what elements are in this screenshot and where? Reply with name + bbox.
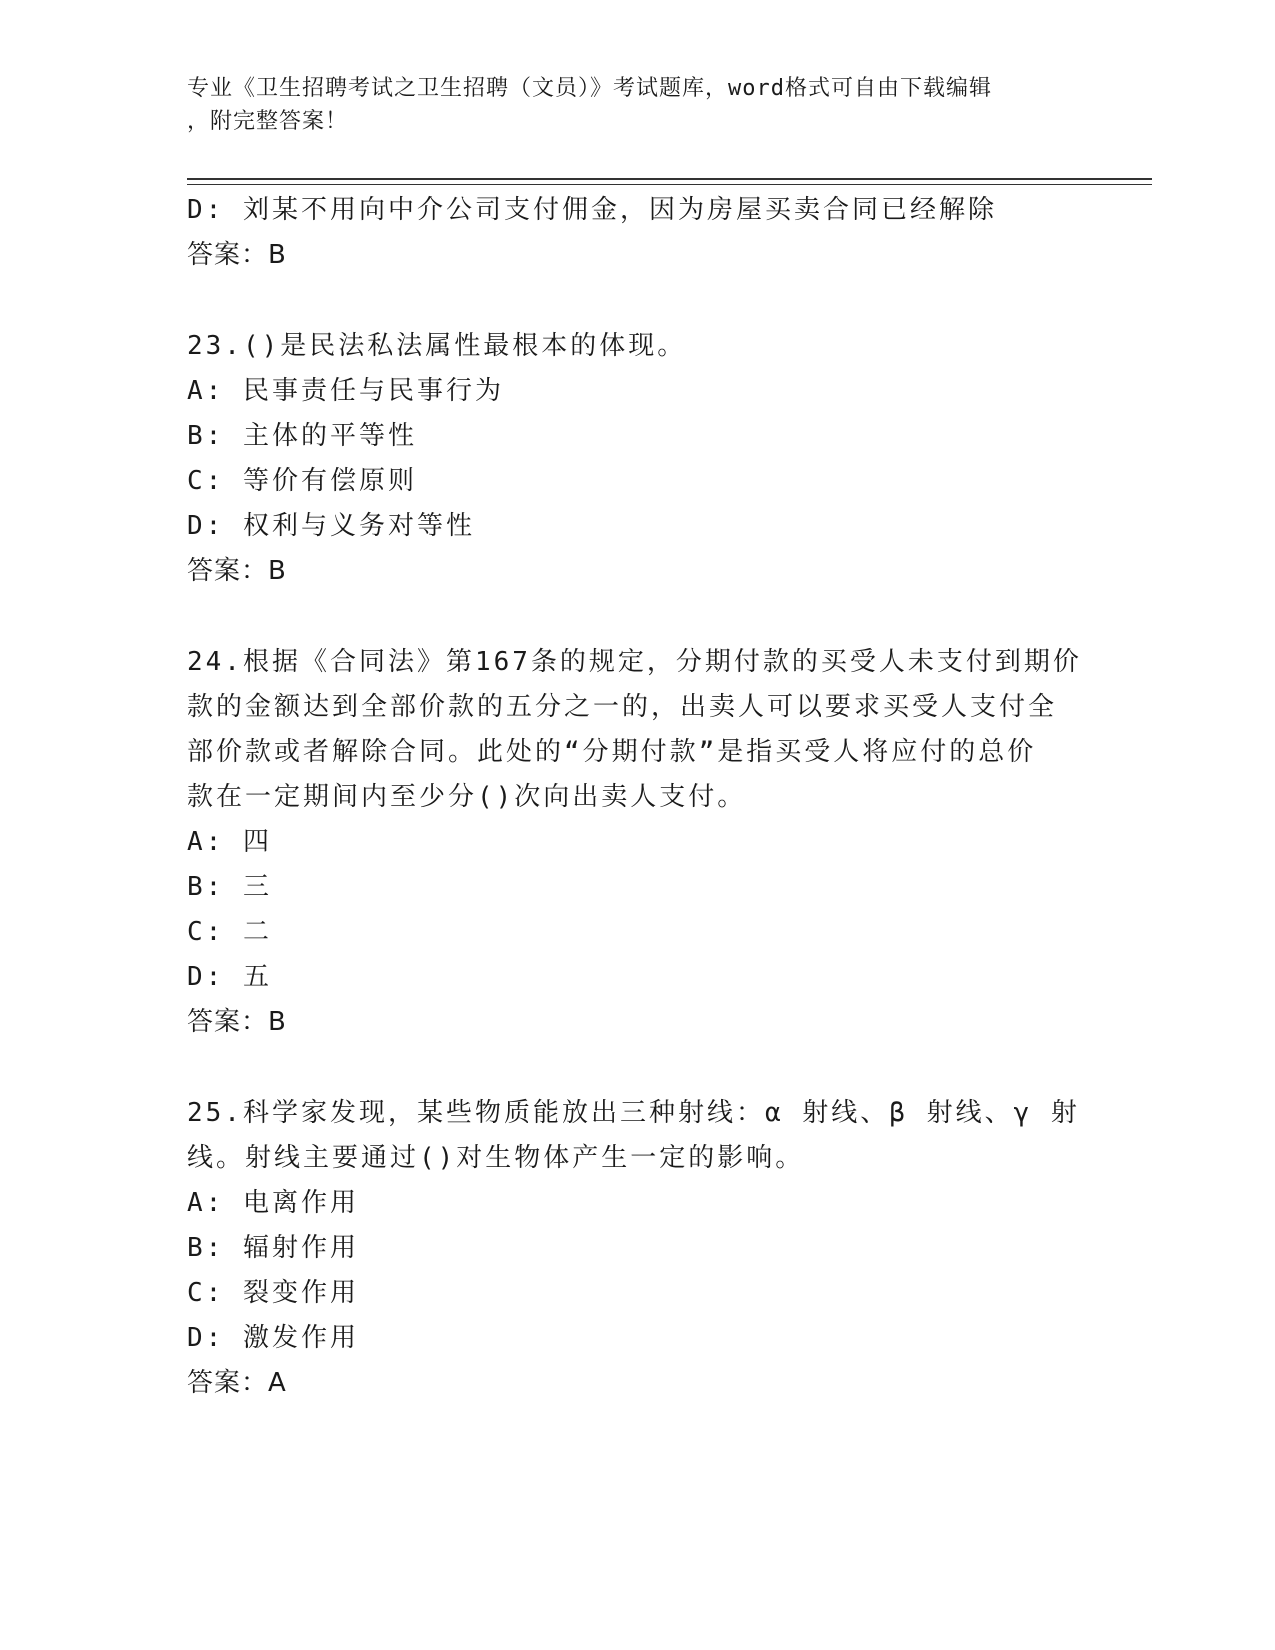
question-22-tail (187, 188, 1087, 278)
spacer (187, 278, 1087, 324)
option-b: B: 辐射作用 (187, 1233, 359, 1263)
answer-line: 答案：B (187, 1007, 287, 1037)
question-stem-line-4: 款在一定期间内至少分()次向出卖人支付。 (187, 782, 747, 812)
question-23 (187, 324, 1087, 594)
document-header (187, 72, 1067, 138)
header-divider-thick (187, 178, 1152, 180)
question-stem-line-2: 线。射线主要通过()对生物体产生一定的影响。 (187, 1143, 805, 1173)
option-b: B: 主体的平等性 (187, 421, 417, 451)
option-b: B: 三 (187, 872, 272, 902)
answer-line: 答案：B (187, 556, 287, 586)
question-24 (187, 640, 1087, 1045)
option-a: A: 四 (187, 827, 272, 857)
option-c: C: 二 (187, 917, 272, 947)
option-d: D: 五 (187, 962, 272, 992)
spacer (187, 594, 1087, 640)
option-d: D: 刘某不用向中介公司支付佣金，因为房屋买卖合同已经解除 (187, 195, 997, 225)
header-title-line-2: ，附完整答案！ (187, 109, 349, 134)
spacer (187, 1045, 1087, 1091)
question-stem-line-2: 款的金额达到全部价款的五分之一的，出卖人可以要求买受人支付全 (187, 692, 1058, 722)
option-d: D: 激发作用 (187, 1323, 359, 1353)
question-stem-line-3: 部价款或者解除合同。此处的“分期付款”是指买受人将应付的总价 (187, 737, 1037, 767)
question-25 (187, 1091, 1087, 1406)
option-c: C: 等价有偿原则 (187, 466, 417, 496)
option-c: C: 裂变作用 (187, 1278, 359, 1308)
question-stem: 23.()是民法私法属性最根本的体现。 (187, 331, 687, 361)
question-list (187, 188, 1087, 1406)
question-stem-line-1: 24.根据《合同法》第167条的规定，分期付款的买受人未支付到期价 (187, 647, 1082, 677)
option-a: A: 民事责任与民事行为 (187, 376, 504, 406)
answer-line: 答案：A (187, 1368, 287, 1398)
header-divider-thin (187, 184, 1152, 185)
option-a: A: 电离作用 (187, 1188, 359, 1218)
option-d: D: 权利与义务对等性 (187, 511, 475, 541)
header-title-line-1: 专业《卫生招聘考试之卫生招聘（文员）》考试题库，word格式可自由下载编辑 (187, 76, 992, 101)
question-stem-line-1: 25.科学家发现，某些物质能放出三种射线：α 射线、β 射线、γ 射 (187, 1098, 1080, 1128)
answer-line: 答案：B (187, 240, 287, 270)
